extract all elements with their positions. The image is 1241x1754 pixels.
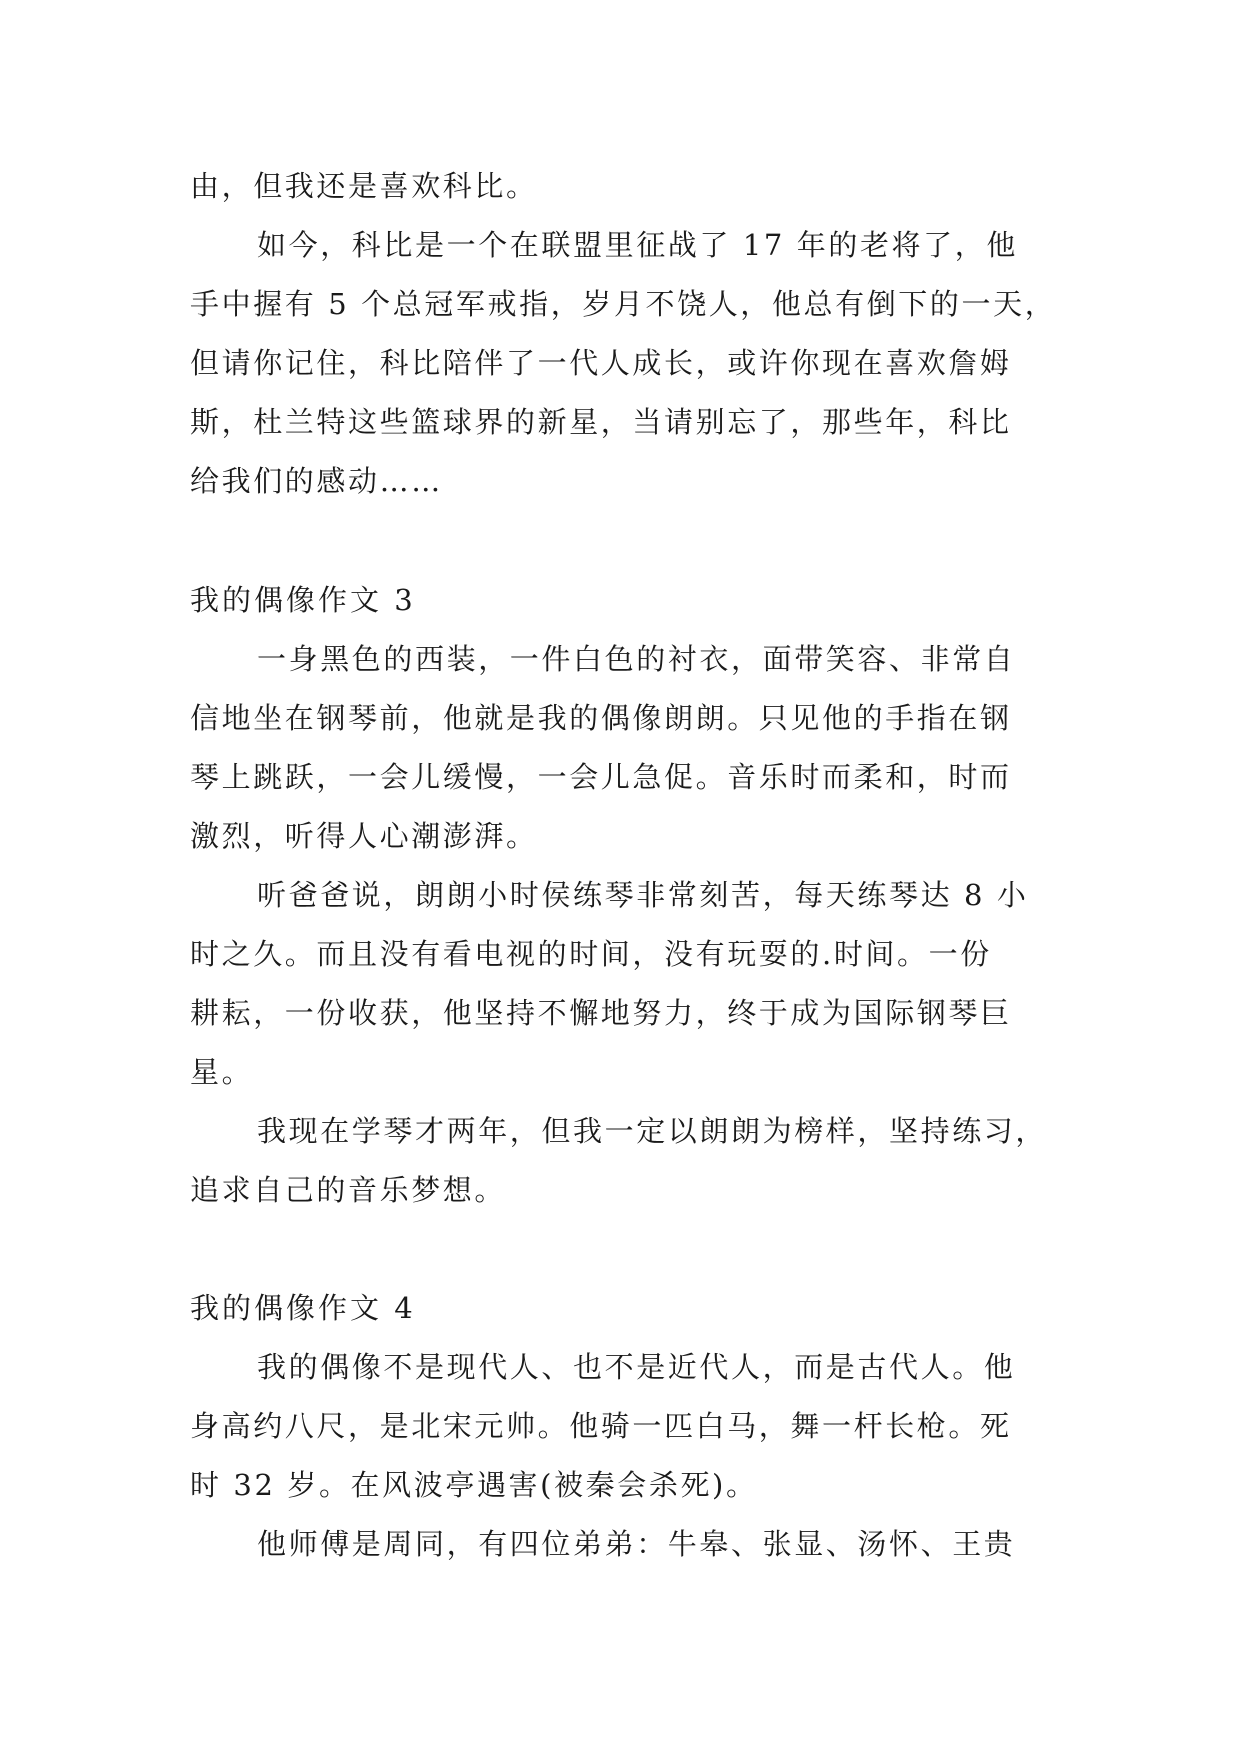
paragraph-line: 给我们的感动…… [190, 464, 443, 498]
paragraph-line: 我的偶像不是现代人、也不是近代人，而是古代人。他 [257, 1350, 1016, 1384]
section-heading: 我的偶像作文 3 [190, 583, 416, 617]
paragraph-line: 听爸爸说，朗朗小时侯练琴非常刻苦，每天练琴达 8 小 [257, 878, 1029, 912]
paragraph-line: 我现在学琴才两年，但我一定以朗朗为榜样，坚持练习， [257, 1114, 1048, 1148]
paragraph-line: 他师傅是周同，有四位弟弟：牛皋、张显、汤怀、王贵 [257, 1527, 1016, 1561]
paragraph-line: 耕耘，一份收获，他坚持不懈地努力，终于成为国际钢琴巨 [190, 996, 1012, 1030]
paragraph-line: 如今，科比是一个在联盟里征战了 17 年的老将了，他 [257, 228, 1018, 262]
paragraph-line: 星。 [190, 1055, 254, 1089]
paragraph-line: 由，但我还是喜欢科比。 [190, 169, 538, 203]
paragraph-line: 信地坐在钢琴前，他就是我的偶像朗朗。只见他的手指在钢 [190, 701, 1012, 735]
paragraph-line: 一身黑色的西装，一件白色的衬衣，面带笑容、非常自 [257, 642, 1016, 676]
paragraph-line: 琴上跳跃，一会儿缓慢，一会儿急促。音乐时而柔和，时而 [190, 760, 1012, 794]
paragraph-line: 激烈，听得人心潮澎湃。 [190, 819, 538, 853]
paragraph-line: 手中握有 5 个总冠军戒指，岁月不饶人，他总有倒下的一天， [190, 287, 1057, 321]
paragraph-line: 斯，杜兰特这些篮球界的新星，当请别忘了，那些年，科比 [190, 405, 1012, 439]
paragraph-line: 身高约八尺，是北宋元帅。他骑一匹白马，舞一杆长枪。死 [190, 1409, 1012, 1443]
section-heading: 我的偶像作文 4 [190, 1291, 416, 1325]
paragraph-line: 追求自己的音乐梦想。 [190, 1173, 507, 1207]
paragraph-line: 但请你记住，科比陪伴了一代人成长，或许你现在喜欢詹姆 [190, 346, 1012, 380]
paragraph-line: 时 32 岁。在风波亭遇害(被秦会杀死)。 [190, 1468, 758, 1502]
paragraph-line: 时之久。而且没有看电视的时间，没有玩耍的.时间。一份 [190, 937, 992, 971]
